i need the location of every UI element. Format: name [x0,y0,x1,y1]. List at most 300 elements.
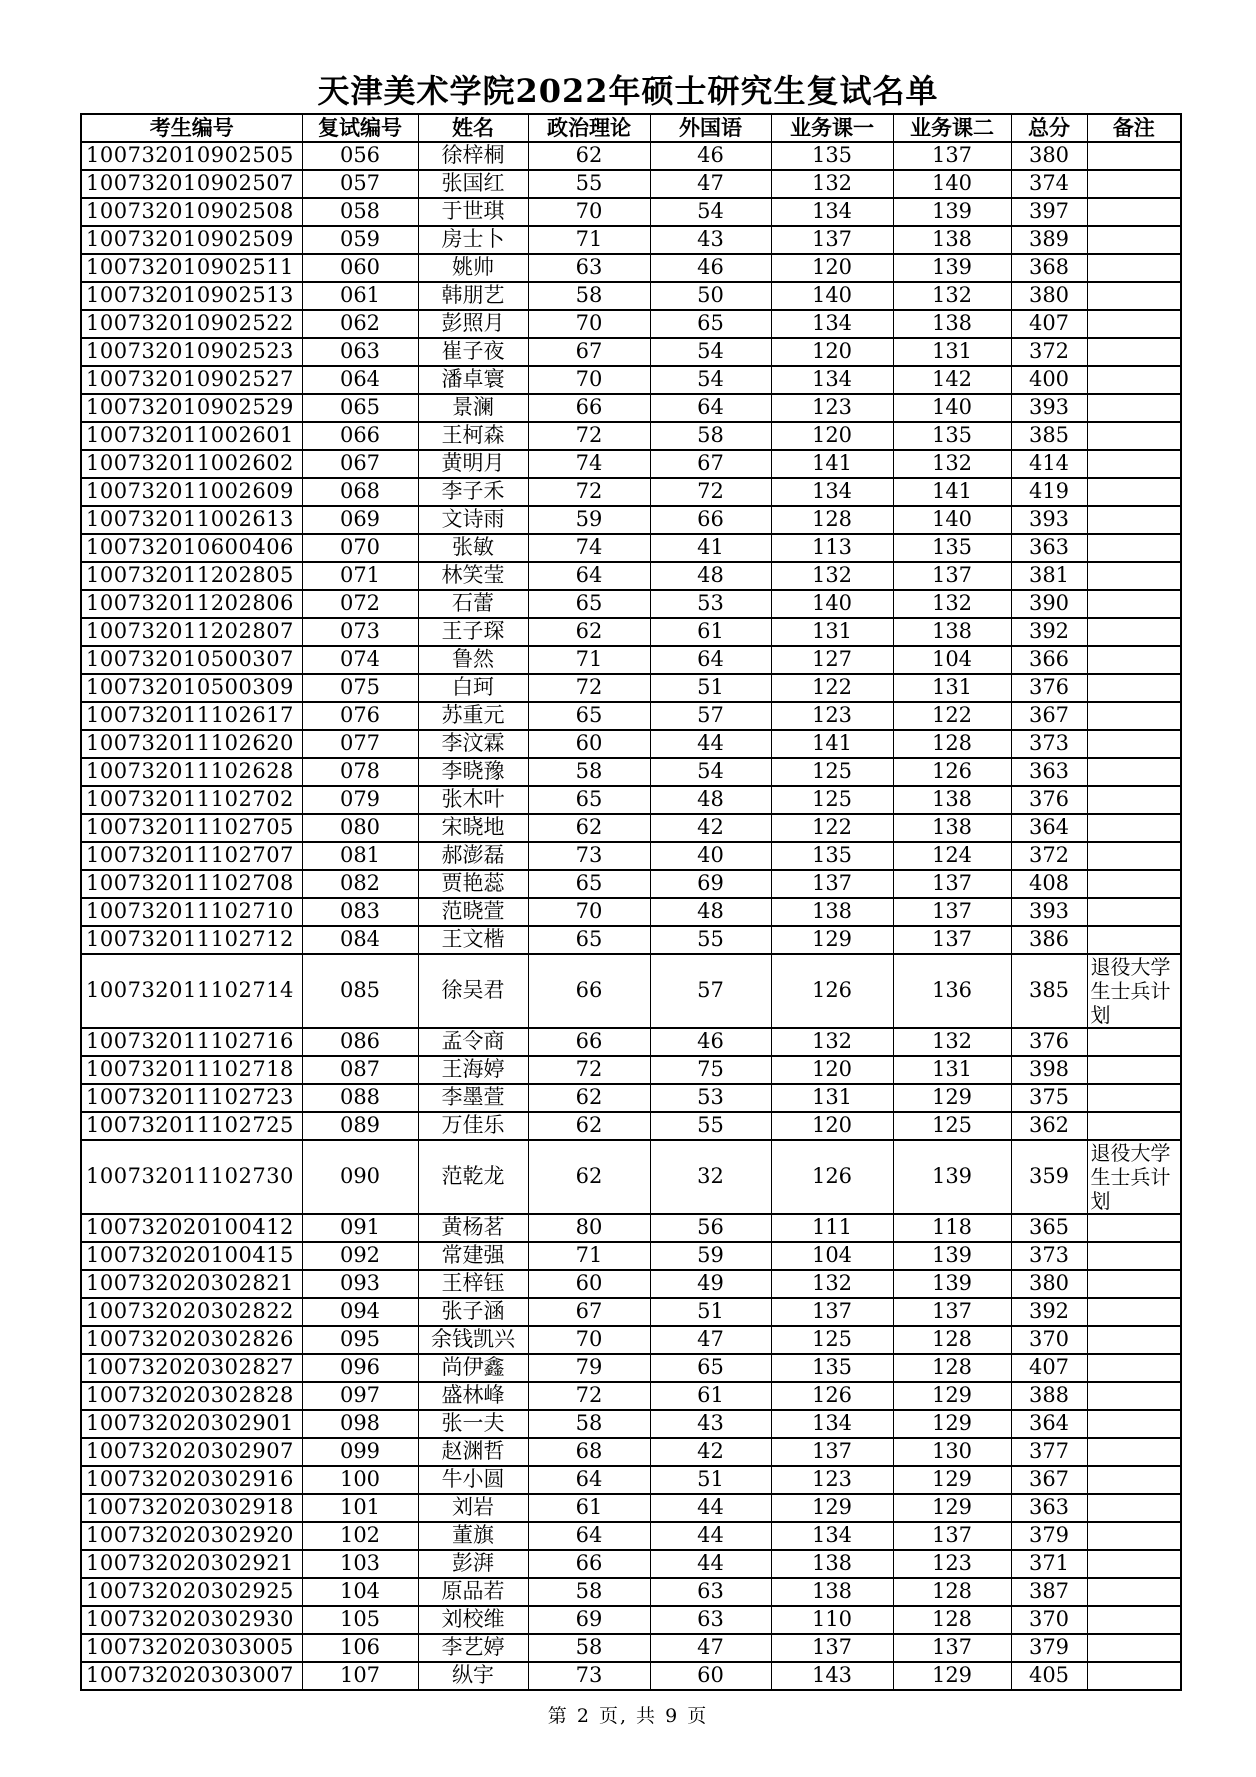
table-row [81,1056,1181,1084]
cell-foreign-language-score: 46 [650,1028,771,1056]
cell-foreign-language-score: 49 [650,1270,771,1298]
header-row [81,114,1181,142]
cell-course2-score: 122 [893,702,1011,730]
cell-name: 文诗雨 [418,506,528,534]
cell-course1-score: 138 [771,1550,893,1578]
table-row [81,1270,1181,1298]
cell-course1-score: 137 [771,870,893,898]
cell-politics-score: 73 [528,842,650,870]
table-row [81,870,1181,898]
cell-remark [1087,1112,1181,1140]
cell-retest-no: 074 [302,646,418,674]
cell-foreign-language-score: 41 [650,534,771,562]
cell-course2-score: 130 [893,1438,1011,1466]
table-header [81,114,1181,142]
cell-course2-score: 129 [893,1410,1011,1438]
cell-course1-score: 125 [771,786,893,814]
cell-retest-no: 084 [302,926,418,954]
cell-total-score: 407 [1011,310,1087,338]
cell-candidate-id: 100732010500309 [81,674,302,702]
cell-politics-score: 62 [528,142,650,170]
cell-total-score: 364 [1011,1410,1087,1438]
cell-candidate-id: 100732020100412 [81,1214,302,1242]
cell-remark [1087,394,1181,422]
table-row [81,1354,1181,1382]
table-row [81,1214,1181,1242]
table-row [81,926,1181,954]
cell-course1-score: 134 [771,310,893,338]
cell-total-score: 367 [1011,1466,1087,1494]
cell-name: 徐梓桐 [418,142,528,170]
cell-politics-score: 70 [528,1326,650,1354]
cell-remark [1087,786,1181,814]
cell-course2-score: 138 [893,310,1011,338]
cell-total-score: 392 [1011,618,1087,646]
cell-candidate-id: 100732020302921 [81,1550,302,1578]
cell-politics-score: 72 [528,478,650,506]
cell-politics-score: 72 [528,1382,650,1410]
cell-name: 林笑莹 [418,562,528,590]
cell-course1-score: 123 [771,702,893,730]
cell-name: 王海婷 [418,1056,528,1084]
cell-course1-score: 120 [771,254,893,282]
cell-remark [1087,1410,1181,1438]
cell-foreign-language-score: 32 [650,1140,771,1214]
header-candidate-id: 考生编号 [81,114,302,142]
table-row [81,674,1181,702]
table-row [81,1550,1181,1578]
cell-candidate-id: 100732011002613 [81,506,302,534]
cell-retest-no: 089 [302,1112,418,1140]
cell-course2-score: 128 [893,1354,1011,1382]
cell-course2-score: 125 [893,1112,1011,1140]
cell-course2-score: 132 [893,590,1011,618]
cell-course2-score: 132 [893,450,1011,478]
cell-remark [1087,898,1181,926]
cell-name: 张国红 [418,170,528,198]
cell-total-score: 370 [1011,1326,1087,1354]
cell-remark [1087,1214,1181,1242]
cell-politics-score: 58 [528,1410,650,1438]
cell-total-score: 373 [1011,730,1087,758]
cell-total-score: 375 [1011,1084,1087,1112]
cell-retest-no: 086 [302,1028,418,1056]
cell-foreign-language-score: 51 [650,674,771,702]
cell-name: 原品若 [418,1578,528,1606]
table-body [81,142,1181,1690]
cell-politics-score: 60 [528,730,650,758]
cell-course2-score: 123 [893,1550,1011,1578]
cell-foreign-language-score: 61 [650,618,771,646]
cell-course2-score: 137 [893,1634,1011,1662]
cell-candidate-id: 100732010902505 [81,142,302,170]
cell-course1-score: 135 [771,1354,893,1382]
cell-name: 崔子夜 [418,338,528,366]
cell-retest-no: 095 [302,1326,418,1354]
cell-course2-score: 137 [893,898,1011,926]
cell-course2-score: 132 [893,1028,1011,1056]
cell-candidate-id: 100732011102718 [81,1056,302,1084]
table-row [81,1634,1181,1662]
cell-retest-no: 082 [302,870,418,898]
cell-course2-score: 129 [893,1662,1011,1690]
cell-politics-score: 66 [528,1028,650,1056]
cell-name: 李汶霖 [418,730,528,758]
cell-remark [1087,1242,1181,1270]
cell-name: 黄明月 [418,450,528,478]
cell-total-score: 400 [1011,366,1087,394]
cell-candidate-id: 100732011102628 [81,758,302,786]
cell-foreign-language-score: 44 [650,1522,771,1550]
table-row [81,1578,1181,1606]
cell-name: 纵宇 [418,1662,528,1690]
cell-course1-score: 134 [771,1522,893,1550]
table-row [81,534,1181,562]
cell-foreign-language-score: 57 [650,954,771,1028]
cell-retest-no: 104 [302,1578,418,1606]
cell-candidate-id: 100732010500307 [81,646,302,674]
cell-foreign-language-score: 65 [650,310,771,338]
cell-total-score: 372 [1011,338,1087,366]
cell-remark [1087,366,1181,394]
cell-course1-score: 141 [771,450,893,478]
cell-course2-score: 138 [893,226,1011,254]
cell-remark: 退役大学生士兵计划 [1087,954,1181,1028]
cell-candidate-id: 100732011102702 [81,786,302,814]
cell-foreign-language-score: 50 [650,282,771,310]
table-row [81,562,1181,590]
cell-name: 李艺婷 [418,1634,528,1662]
cell-total-score: 419 [1011,478,1087,506]
cell-total-score: 367 [1011,702,1087,730]
cell-retest-no: 102 [302,1522,418,1550]
cell-course1-score: 126 [771,1140,893,1214]
cell-total-score: 379 [1011,1522,1087,1550]
cell-course1-score: 126 [771,1382,893,1410]
cell-course2-score: 136 [893,954,1011,1028]
cell-total-score: 407 [1011,1354,1087,1382]
cell-course1-score: 143 [771,1662,893,1690]
cell-politics-score: 64 [528,562,650,590]
cell-course1-score: 132 [771,1028,893,1056]
cell-course2-score: 139 [893,198,1011,226]
cell-course2-score: 140 [893,170,1011,198]
cell-name: 白珂 [418,674,528,702]
cell-foreign-language-score: 48 [650,786,771,814]
cell-candidate-id: 100732010902507 [81,170,302,198]
cell-candidate-id: 100732011102730 [81,1140,302,1214]
cell-remark [1087,1550,1181,1578]
cell-politics-score: 68 [528,1438,650,1466]
cell-foreign-language-score: 43 [650,1410,771,1438]
cell-course2-score: 138 [893,618,1011,646]
cell-total-score: 379 [1011,1634,1087,1662]
table-row [81,394,1181,422]
cell-total-score: 405 [1011,1662,1087,1690]
cell-politics-score: 66 [528,954,650,1028]
cell-course2-score: 137 [893,1298,1011,1326]
cell-total-score: 363 [1011,1494,1087,1522]
table-row [81,366,1181,394]
cell-retest-no: 097 [302,1382,418,1410]
cell-politics-score: 64 [528,1522,650,1550]
cell-candidate-id: 100732011202806 [81,590,302,618]
cell-name: 尚伊鑫 [418,1354,528,1382]
cell-course2-score: 131 [893,674,1011,702]
table-row [81,1494,1181,1522]
cell-course2-score: 139 [893,1140,1011,1214]
cell-politics-score: 71 [528,646,650,674]
cell-name: 韩朋艺 [418,282,528,310]
cell-politics-score: 79 [528,1354,650,1382]
cell-politics-score: 58 [528,1578,650,1606]
cell-candidate-id: 100732010902508 [81,198,302,226]
cell-remark [1087,870,1181,898]
table-row [81,702,1181,730]
table-row [81,1326,1181,1354]
cell-total-score: 376 [1011,1028,1087,1056]
header-total-score: 总分 [1011,114,1087,142]
cell-foreign-language-score: 64 [650,646,771,674]
cell-remark [1087,226,1181,254]
cell-course2-score: 128 [893,1326,1011,1354]
table-row [81,450,1181,478]
table-row [81,422,1181,450]
cell-candidate-id: 100732020302916 [81,1466,302,1494]
cell-remark [1087,814,1181,842]
cell-total-score: 380 [1011,142,1087,170]
cell-politics-score: 64 [528,1466,650,1494]
cell-course1-score: 120 [771,1056,893,1084]
cell-retest-no: 092 [302,1242,418,1270]
cell-politics-score: 62 [528,1084,650,1112]
cell-name: 于世琪 [418,198,528,226]
table-row [81,1466,1181,1494]
cell-politics-score: 72 [528,422,650,450]
cell-retest-no: 101 [302,1494,418,1522]
cell-foreign-language-score: 51 [650,1298,771,1326]
cell-total-score: 376 [1011,786,1087,814]
cell-retest-no: 063 [302,338,418,366]
cell-politics-score: 58 [528,758,650,786]
table-row [81,1382,1181,1410]
table-row [81,1410,1181,1438]
cell-total-score: 376 [1011,674,1087,702]
cell-foreign-language-score: 54 [650,366,771,394]
cell-retest-no: 094 [302,1298,418,1326]
cell-retest-no: 076 [302,702,418,730]
cell-politics-score: 62 [528,1112,650,1140]
cell-total-score: 393 [1011,506,1087,534]
cell-total-score: 390 [1011,590,1087,618]
cell-course1-score: 113 [771,534,893,562]
table-row [81,898,1181,926]
table-row [81,142,1181,170]
cell-retest-no: 072 [302,590,418,618]
cell-remark [1087,1382,1181,1410]
cell-retest-no: 064 [302,366,418,394]
table-row [81,758,1181,786]
cell-remark [1087,506,1181,534]
cell-remark [1087,618,1181,646]
cell-foreign-language-score: 43 [650,226,771,254]
cell-candidate-id: 100732010902509 [81,226,302,254]
cell-retest-no: 099 [302,1438,418,1466]
cell-name: 姚帅 [418,254,528,282]
cell-total-score: 389 [1011,226,1087,254]
cell-foreign-language-score: 44 [650,1494,771,1522]
cell-course2-score: 139 [893,254,1011,282]
header-remark: 备注 [1087,114,1181,142]
cell-foreign-language-score: 72 [650,478,771,506]
cell-candidate-id: 100732020100415 [81,1242,302,1270]
table-row [81,646,1181,674]
cell-total-score: 362 [1011,1112,1087,1140]
cell-total-score: 398 [1011,1056,1087,1084]
cell-name: 董旗 [418,1522,528,1550]
cell-name: 宋晓地 [418,814,528,842]
cell-politics-score: 70 [528,898,650,926]
cell-retest-no: 060 [302,254,418,282]
cell-name: 王子琛 [418,618,528,646]
cell-foreign-language-score: 42 [650,1438,771,1466]
cell-remark [1087,1522,1181,1550]
cell-remark [1087,1634,1181,1662]
cell-candidate-id: 100732020302826 [81,1326,302,1354]
cell-retest-no: 081 [302,842,418,870]
cell-total-score: 408 [1011,870,1087,898]
cell-course1-score: 122 [771,674,893,702]
cell-total-score: 364 [1011,814,1087,842]
cell-total-score: 368 [1011,254,1087,282]
cell-name: 贾艳蕊 [418,870,528,898]
cell-foreign-language-score: 54 [650,198,771,226]
cell-candidate-id: 100732020302827 [81,1354,302,1382]
cell-politics-score: 59 [528,506,650,534]
cell-politics-score: 55 [528,170,650,198]
header-course1-score: 业务课一 [771,114,893,142]
cell-name: 范晓萱 [418,898,528,926]
cell-name: 余钱凯兴 [418,1326,528,1354]
cell-retest-no: 091 [302,1214,418,1242]
cell-remark [1087,1438,1181,1466]
cell-foreign-language-score: 55 [650,926,771,954]
table-row [81,338,1181,366]
cell-course1-score: 135 [771,842,893,870]
cell-remark [1087,1028,1181,1056]
cell-remark [1087,730,1181,758]
table-row [81,1606,1181,1634]
cell-course2-score: 140 [893,394,1011,422]
table-row [81,730,1181,758]
cell-course1-score: 123 [771,394,893,422]
table-row [81,1140,1181,1214]
cell-name: 孟令商 [418,1028,528,1056]
cell-remark [1087,926,1181,954]
cell-remark [1087,478,1181,506]
cell-foreign-language-score: 58 [650,422,771,450]
cell-candidate-id: 100732010902522 [81,310,302,338]
cell-candidate-id: 100732010902513 [81,282,302,310]
cell-total-score: 386 [1011,926,1087,954]
table-row [81,1662,1181,1690]
cell-total-score: 380 [1011,1270,1087,1298]
cell-retest-no: 062 [302,310,418,338]
cell-course1-score: 127 [771,646,893,674]
cell-candidate-id: 100732010902523 [81,338,302,366]
cell-remark [1087,758,1181,786]
table-row [81,1522,1181,1550]
cell-foreign-language-score: 44 [650,1550,771,1578]
cell-name: 李子禾 [418,478,528,506]
cell-course1-score: 140 [771,282,893,310]
cell-total-score: 370 [1011,1606,1087,1634]
cell-course2-score: 137 [893,870,1011,898]
cell-remark [1087,254,1181,282]
cell-course2-score: 129 [893,1494,1011,1522]
table-row [81,478,1181,506]
cell-course2-score: 135 [893,534,1011,562]
cell-candidate-id: 100732020303005 [81,1634,302,1662]
table-row [81,1298,1181,1326]
cell-name: 刘校维 [418,1606,528,1634]
cell-total-score: 380 [1011,282,1087,310]
cell-total-score: 387 [1011,1578,1087,1606]
cell-retest-no: 061 [302,282,418,310]
table-row [81,618,1181,646]
cell-candidate-id: 100732020302925 [81,1578,302,1606]
cell-foreign-language-score: 75 [650,1056,771,1084]
cell-course1-score: 110 [771,1606,893,1634]
cell-politics-score: 71 [528,226,650,254]
cell-politics-score: 69 [528,1606,650,1634]
cell-course2-score: 137 [893,926,1011,954]
cell-politics-score: 66 [528,394,650,422]
cell-name: 彭湃 [418,1550,528,1578]
cell-politics-score: 66 [528,1550,650,1578]
cell-politics-score: 65 [528,590,650,618]
cell-course1-score: 132 [771,1270,893,1298]
cell-remark [1087,646,1181,674]
cell-total-score: 414 [1011,450,1087,478]
cell-name: 李晓豫 [418,758,528,786]
cell-name: 牛小圆 [418,1466,528,1494]
cell-remark [1087,450,1181,478]
cell-politics-score: 80 [528,1214,650,1242]
cell-course1-score: 138 [771,898,893,926]
cell-politics-score: 58 [528,282,650,310]
cell-remark [1087,702,1181,730]
cell-name: 万佳乐 [418,1112,528,1140]
cell-retest-no: 073 [302,618,418,646]
cell-candidate-id: 100732011102710 [81,898,302,926]
table-row [81,1242,1181,1270]
cell-retest-no: 057 [302,170,418,198]
cell-remark [1087,1606,1181,1634]
cell-candidate-id: 100732020302930 [81,1606,302,1634]
cell-remark [1087,1354,1181,1382]
cell-course1-score: 131 [771,618,893,646]
cell-course1-score: 125 [771,1326,893,1354]
cell-name: 苏重元 [418,702,528,730]
cell-course1-score: 132 [771,562,893,590]
cell-foreign-language-score: 42 [650,814,771,842]
cell-remark [1087,1662,1181,1690]
cell-foreign-language-score: 47 [650,1634,771,1662]
cell-total-score: 393 [1011,898,1087,926]
cell-course2-score: 135 [893,422,1011,450]
cell-total-score: 371 [1011,1550,1087,1578]
